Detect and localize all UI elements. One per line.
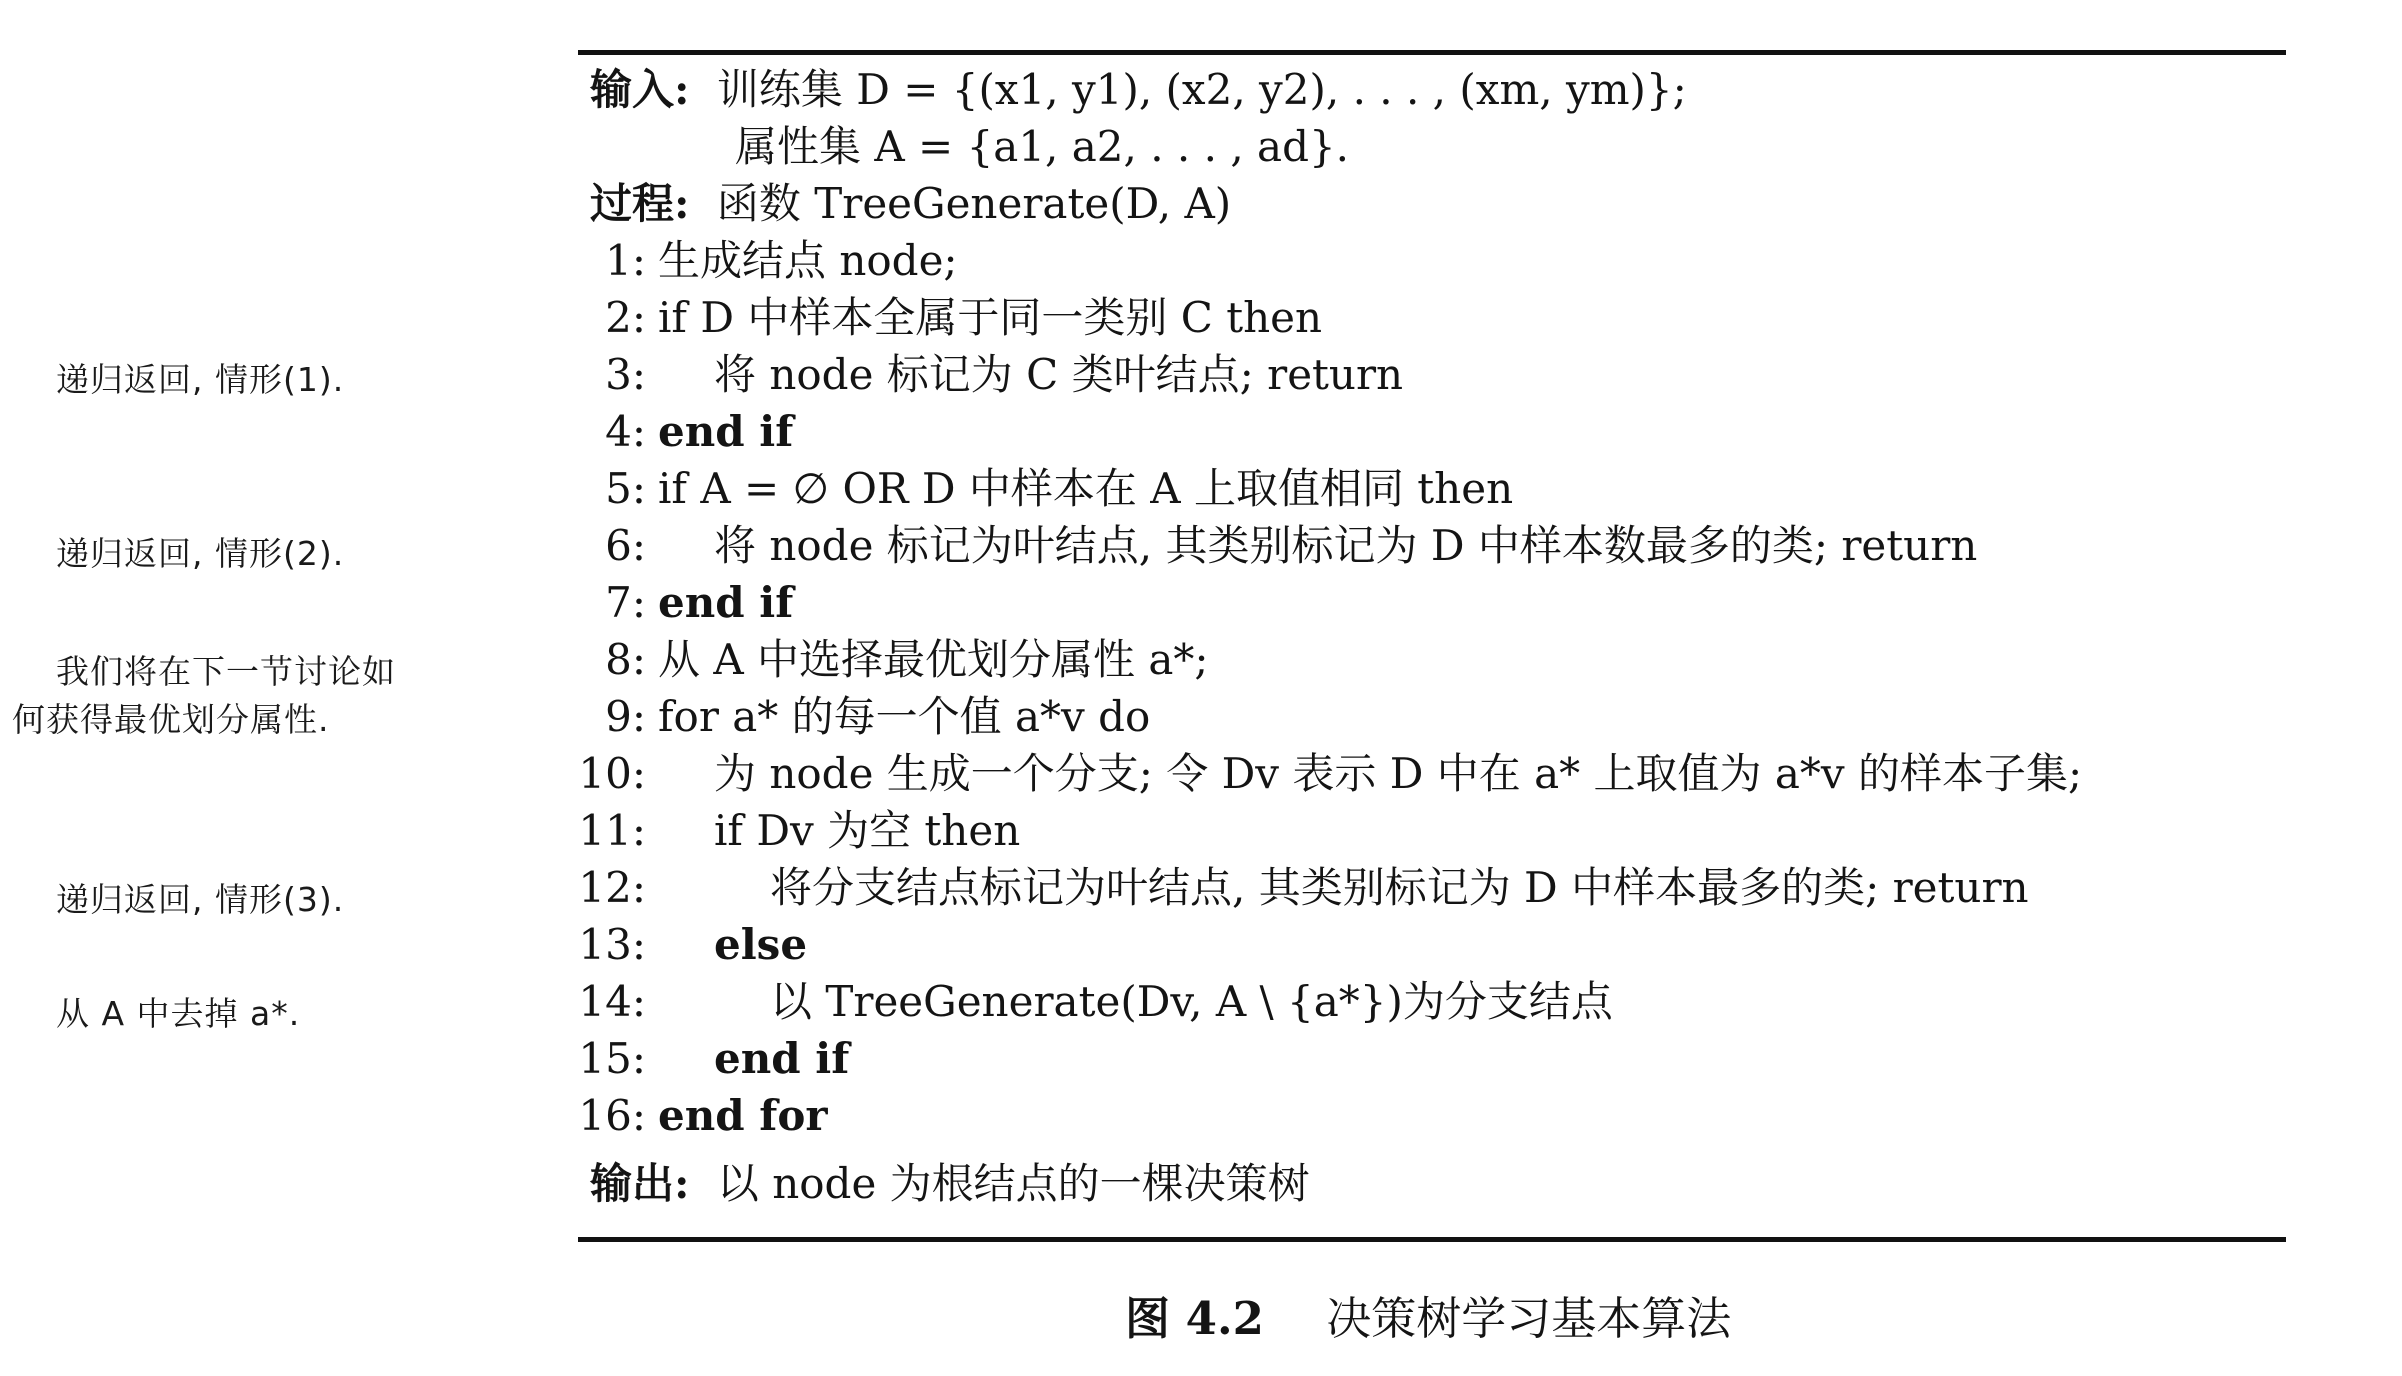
step-number: 5: bbox=[605, 464, 646, 513]
step-text: end if bbox=[658, 407, 794, 456]
step-text: end if bbox=[714, 1034, 850, 1083]
step-number: 16: bbox=[578, 1091, 646, 1140]
step-text: else bbox=[714, 920, 808, 969]
process-label: 过程: bbox=[590, 179, 690, 228]
step-number: 8: bbox=[605, 635, 646, 684]
step-text: if D 中样本全属于同一类别 C then bbox=[658, 293, 1323, 342]
output-label: 输出: bbox=[590, 1159, 690, 1208]
margin-note-case-3: 递归返回, 情形(3). bbox=[56, 880, 345, 919]
top-rule bbox=[578, 50, 2286, 55]
step-text: end if bbox=[658, 578, 794, 627]
margin-note-best-split bbox=[12, 648, 396, 744]
output-text: 以 node 为根结点的一棵决策树 bbox=[716, 1159, 1310, 1208]
margin-note-best-split-line-2: 何获得最优划分属性. bbox=[12, 700, 330, 739]
input-training-set: 训练集 D = {(x1, y1), (x2, y2), . . . , (xm, ym)}; bbox=[716, 65, 1687, 114]
margin-note-case-2: 递归返回, 情形(2). bbox=[56, 534, 345, 573]
bottom-rule bbox=[578, 1237, 2286, 1242]
step-number: 1: bbox=[605, 236, 646, 285]
step-number: 4: bbox=[605, 407, 646, 456]
step-text: 将 node 标记为 C 类叶结点; return bbox=[714, 350, 1404, 399]
step-text: 将 node 标记为叶结点, 其类别标记为 D 中样本数最多的类; return bbox=[714, 521, 1978, 570]
figure-title: 决策树学习基本算法 bbox=[1326, 1292, 1732, 1345]
step-text: for a* 的每一个值 a*v do bbox=[658, 692, 1151, 741]
figure-number: 图 4.2 bbox=[1125, 1292, 1264, 1345]
step-text: 生成结点 node; bbox=[658, 236, 958, 285]
step-number: 12: bbox=[578, 863, 646, 912]
step-number: 7: bbox=[605, 578, 646, 627]
step-number: 9: bbox=[605, 692, 646, 741]
step-number: 13: bbox=[578, 920, 646, 969]
step-text: if A = ∅ OR D 中样本在 A 上取值相同 then bbox=[658, 464, 1514, 513]
step-text: 以 TreeGenerate(Dv, A \ {a*})为分支结点 bbox=[770, 977, 1613, 1026]
step-number: 10: bbox=[578, 749, 646, 798]
input-line-2 bbox=[735, 121, 1349, 173]
margin-note-remove-attribute: 从 A 中去掉 a*. bbox=[56, 994, 301, 1033]
step-number: 3: bbox=[605, 350, 646, 399]
input-attribute-set: 属性集 A = {a1, a2, . . . , ad}. bbox=[735, 122, 1350, 171]
step-text: 为 node 生成一个分支; 令 Dv 表示 D 中在 a* 上取值为 a*v 的样本子集; bbox=[714, 749, 2083, 798]
output-line bbox=[590, 1158, 1310, 1210]
step-number: 2: bbox=[605, 293, 646, 342]
step-text: 从 A 中选择最优划分属性 a*; bbox=[658, 635, 1209, 684]
step-number: 14: bbox=[578, 977, 646, 1026]
step-text: end for bbox=[658, 1091, 828, 1140]
margin-note-best-split-line-1: 我们将在下一节讨论如 bbox=[56, 652, 396, 691]
margin-note-case-1: 递归返回, 情形(1). bbox=[56, 360, 345, 399]
figure-caption bbox=[1125, 1282, 1731, 1347]
step-number: 15: bbox=[578, 1034, 646, 1083]
process-line bbox=[590, 178, 1231, 230]
input-label: 输入: bbox=[590, 65, 690, 114]
step-text: if Dv 为空 then bbox=[714, 806, 1021, 855]
input-line-1 bbox=[590, 64, 1687, 116]
step-number: 6: bbox=[605, 521, 646, 570]
step-number: 11: bbox=[578, 806, 646, 855]
process-function: 函数 TreeGenerate(D, A) bbox=[716, 179, 1232, 228]
step-text: 将分支结点标记为叶结点, 其类别标记为 D 中样本最多的类; return bbox=[770, 863, 2029, 912]
